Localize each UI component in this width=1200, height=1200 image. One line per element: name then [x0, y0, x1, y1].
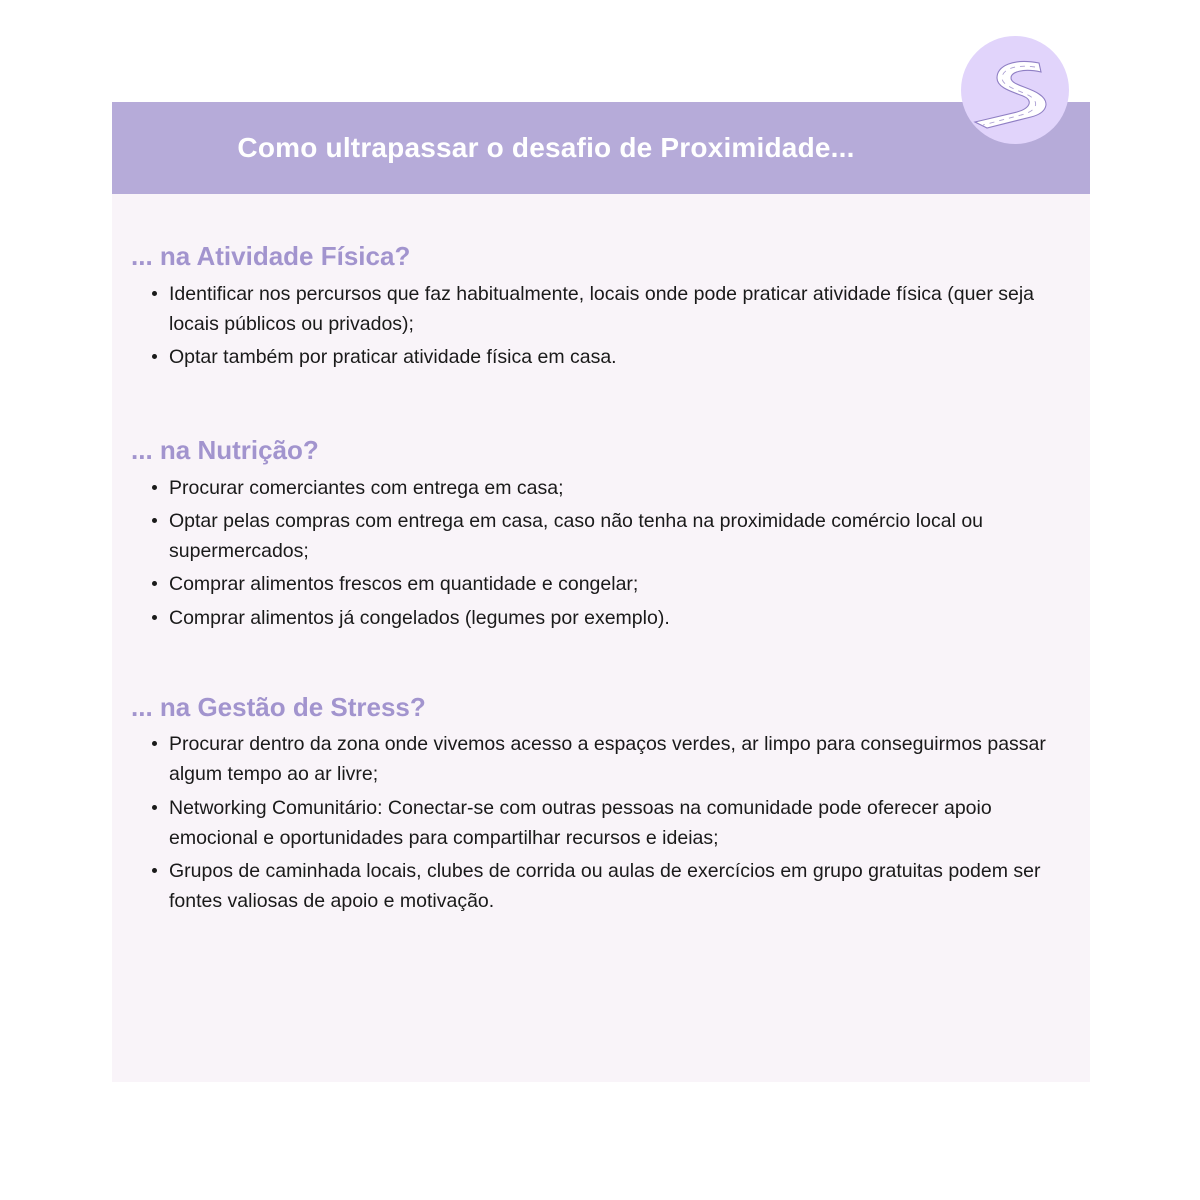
list-item: Networking Comunitário: Conectar-se com outras pessoas na comunidade pode oferecer apoio emocional e oportunidades para compartilhar recursos e ideias;: [131, 793, 1071, 853]
list-item: Procurar comerciantes com entrega em casa;: [131, 473, 1071, 503]
section-atividade-fisica: [131, 240, 1071, 372]
section-nutricao: [131, 434, 1071, 633]
list-item: Optar pelas compras com entrega em casa, caso não tenha na proximidade comércio local ou supermercados;: [131, 506, 1071, 566]
list-item: Procurar dentro da zona onde vivemos acesso a espaços verdes, ar limpo para conseguirmos passar algum tempo ao ar livre;: [131, 729, 1071, 789]
section-gestao-de-stress: [131, 691, 1071, 917]
section-heading: ... na Atividade Física?: [131, 241, 411, 271]
page-title: Como ultrapassar o desafio de Proximidade...: [237, 132, 855, 163]
list-item: Optar também por praticar atividade física em casa.: [131, 342, 1071, 372]
section-heading: ... na Gestão de Stress?: [131, 691, 426, 722]
list-item: Identificar nos percursos que faz habitualmente, locais onde pode praticar atividade física (quer seja locais públicos ou privados);: [131, 279, 1071, 339]
bullet-list: [131, 279, 1071, 373]
list-item: Comprar alimentos já congelados (legumes por exemplo).: [131, 603, 1071, 633]
bullet-list: [131, 729, 1071, 916]
section-heading: ... na Nutrição?: [131, 435, 319, 466]
winding-road-icon: [961, 36, 1069, 144]
sections-container: [131, 240, 1071, 920]
bullet-list: [131, 473, 1071, 633]
list-item: Comprar alimentos frescos em quantidade e congelar;: [131, 569, 1071, 599]
header-band: [112, 102, 1090, 194]
list-item: Grupos de caminhada locais, clubes de corrida ou aulas de exercícios em grupo gratuitas podem ser fontes valiosas de apoio e motivação.: [131, 856, 1071, 916]
